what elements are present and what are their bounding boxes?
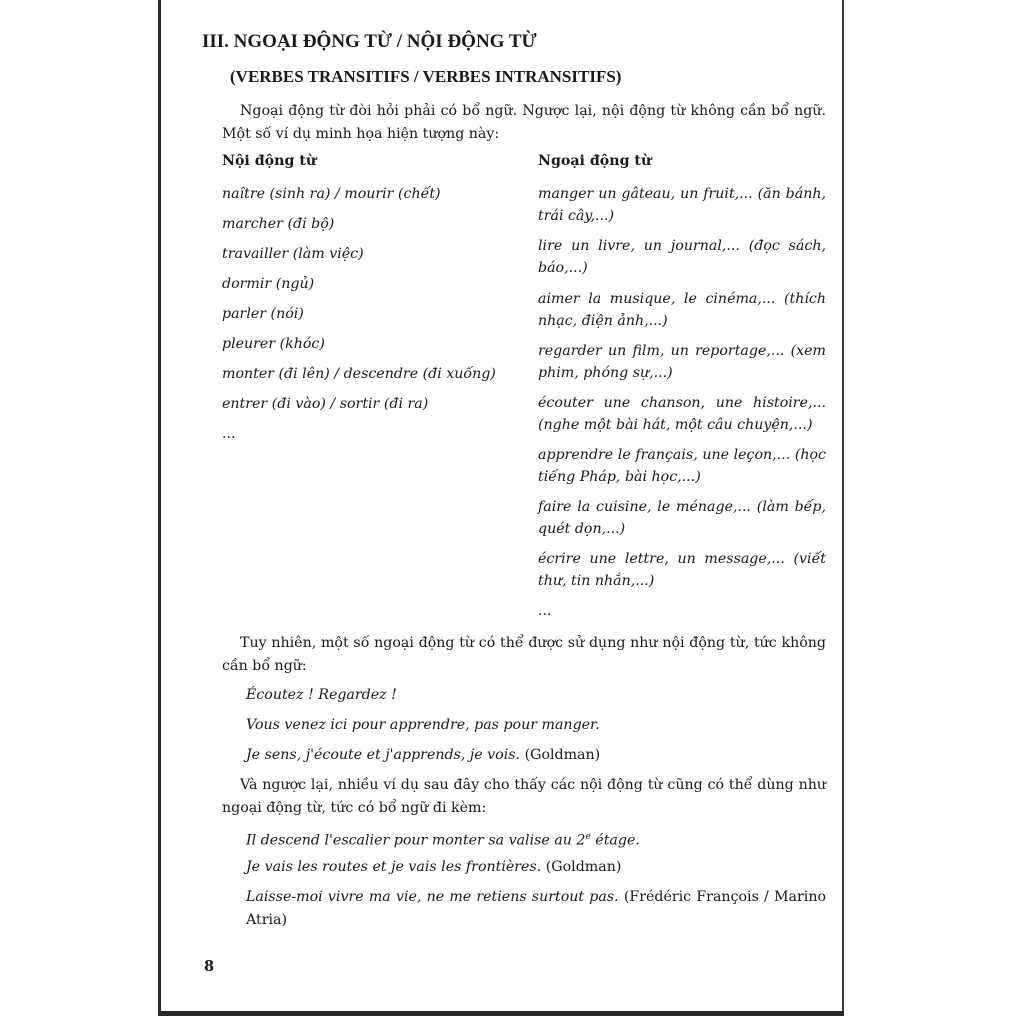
example-text: Il descend l'escalier pour monter sa valise au 2: [246, 832, 586, 849]
section-subheading: (VERBES TRANSITIFS / VERBES INTRANSITIFS): [230, 67, 622, 86]
example-text: Vous venez ici pour apprendre, pas pour manger.: [246, 717, 600, 733]
intro-paragraph: Ngoại động từ đòi hỏi phải có bổ ngữ. Ngược lại, nội động từ không cần bổ ngữ. Một số ví dụ minh họa hiện tượng này:: [222, 103, 826, 142]
paragraph-3: Và ngược lại, nhiều ví dụ sau đây cho thấy các nội động từ cũng có thể dùng như ngoại động từ, tức có bổ ngữ đi kèm:: [222, 777, 826, 816]
example-line: [246, 886, 826, 932]
example-source: (Goldman): [545, 859, 622, 875]
page-number: 8: [204, 958, 215, 975]
list-item: apprendre le français, une leçon,... (học tiếng Pháp, bài học,...): [538, 447, 826, 485]
list-item: entrer (đi vào) / sortir (đi ra): [222, 396, 429, 412]
list-item: faire la cuisine, le ménage,... (làm bếp, quét dọn,...): [538, 499, 826, 537]
example-line: [246, 856, 828, 879]
example-text: Laisse-moi vivre ma vie, ne me retiens surtout pas.: [246, 889, 619, 905]
example-text: Écoutez ! Regardez !: [246, 687, 397, 703]
superscript: e: [585, 832, 591, 842]
list-item: manger un gâteau, un fruit,... (ăn bánh, trái cây,...): [538, 186, 826, 224]
list-item: aimer la musique, le cinéma,... (thích nhạc, điện ảnh,...): [538, 291, 826, 329]
list-item: travailler (làm việc): [222, 246, 364, 262]
column-header-intransitive: Nội động từ: [222, 153, 317, 169]
example-line: [246, 714, 828, 737]
example-source: (Goldman): [524, 747, 601, 763]
list-item: écouter une chanson, une histoire,... (nghe một bài hát, một câu chuyện,...): [538, 395, 826, 433]
list-item: monter (đi lên) / descendre (đi xuống): [222, 366, 496, 382]
example-source: (Frédéric François / Marino Atria): [246, 889, 827, 928]
list-item: parler (nói): [222, 306, 304, 322]
section-heading: III. NGOẠI ĐỘNG TỪ / NỘI ĐỘNG TỪ: [202, 31, 537, 52]
list-item: naître (sinh ra) / mourir (chết): [222, 186, 441, 202]
example-text: Je vais les routes et je vais les frontières.: [246, 859, 542, 875]
example-line: [246, 744, 828, 767]
list-item: ...: [538, 603, 552, 619]
list-item: marcher (đi bộ): [222, 216, 335, 232]
list-item: dormir (ngủ): [222, 276, 315, 292]
example-text: étage.: [590, 832, 640, 849]
column-header-transitive: Ngoại động từ: [538, 153, 652, 169]
example-line: [246, 826, 828, 853]
list-item: écrire une lettre, un message,... (viết thư, tin nhắn,...): [538, 551, 826, 589]
example-text: Je sens, j'écoute et j'apprends, je vois.: [246, 747, 521, 763]
list-item: ...: [222, 426, 236, 442]
paragraph-2: Tuy nhiên, một số ngoại động từ có thể được sử dụng như nội động từ, tức không cần bổ ngữ:: [222, 635, 826, 674]
list-item: regarder un film, un reportage,... (xem phim, phóng sự,...): [538, 343, 826, 381]
list-item: lire un livre, un journal,... (đọc sách, báo,...): [538, 238, 826, 276]
list-item: pleurer (khóc): [222, 336, 325, 352]
example-line: [246, 684, 828, 707]
